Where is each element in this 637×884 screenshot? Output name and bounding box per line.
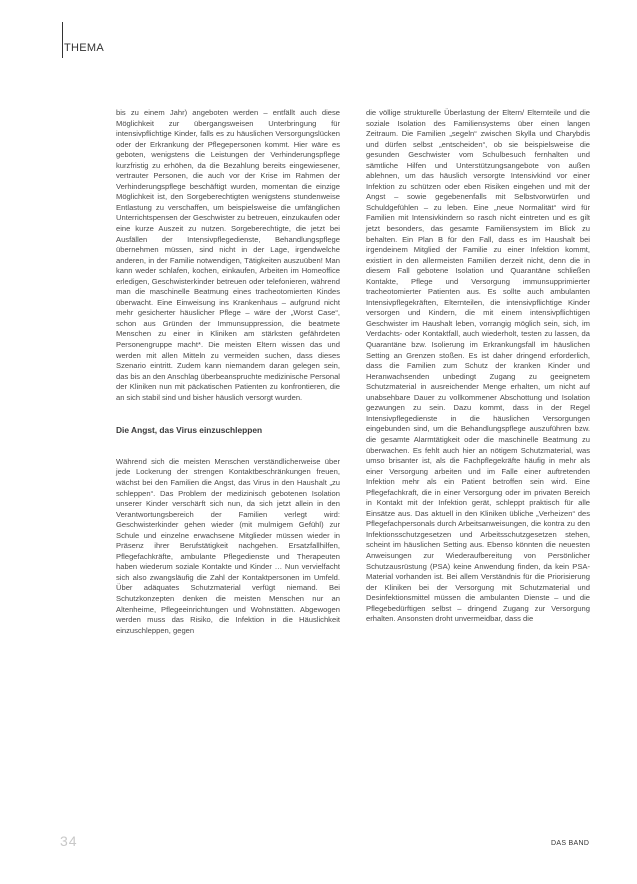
publication-name: DAS BAND [551,840,590,847]
subheading: Die Angst, das Virus einzuschleppen [116,425,263,436]
header-rule [62,22,63,58]
right-paragraph-1: die völlige strukturelle Überlastung der Eltern/ Elternteile und die soziale Isolation des Familiensystems über einen langen Zeitraum. Die Familien „segeln“ zwischen Skylla und Charybdis und dürfen selbst „entscheiden“, ob sie beispielsweise die gesunden Geschwister vom Schulbesuch fernhalten und sämtliche Hilfen und Unterstützungsangebote von außen ablehnen, um das häuslich versorgte Intensivkind vor einer Infektion zu schützen oder eben Risiken eingehen und mit der Angst – sowie gegebenenfalls mit Selbstvorwürfen und Schuldgefühlen – zu leben. Eine „neue Normalität“ wird für Familien mit Intensivkindern so rasch nicht eintreten und es gilt jetzt besonders, das gesamte Familiensystem im Blick zu behalten. Ein Plan B für den Fall, dass es im Haushalt bei irgendeinem Mitglied der Familie zu einer Infektion kommt, existiert in den allermeisten Familien derzeit nicht, denn die in diesem Fall gebotene Isolation und Quarantäne schließen Kontakte, Pflege und Versorgung immunsupprimierter tracheotomierter Patienten aus. Es sollte auch ambulanten Intensivpflegekräften, Elternteilen, die intensivpflichtige Kinder versorgen und Kindern, die mit einem intensivpflichtigen Geschwister im Haushalt leben, vorrangig möglich sein, sich, im Verdachts- oder Kontaktfall, auch wiederholt, testen zu lassen, da Quarantäne bzw. Isolierung im Erkrankungsfall im häuslichen Setting an Grenzen stoßen. Es ist daher dringend erforderlich, dass die Familien zum Schutz der kranken Kinder und Heranwachsenden unbedingt Zugang zu geeignetem Schutzmaterial in ausreichender Menge erhalten, um nicht auf unabsehbare Dauer zu vollkommener Abschottung und Isolation gezwungen zu sein. Dazu kommt, dass in der Regel Intensivpflegedienste in die häuslichen Versorgungen eingebunden sind, um die Behandlungspflege auszuführen bzw. die gesamte Alarmtätigkeit oder die maschinelle Beatmung zu überwachen. Es fehlt auch hier an nötigem Schutzmaterial, was umso brisanter ist, als die Fachpflegekräfte häufig in mehr als einer Versorgung arbeiten und im Falle einer auftretenden Infektion mehr als ein Patient betroffen sein wird. Eine Pflegefachkraft, die in einer Versorgung oder im privaten Bereich in Kontakt mit der Infektion gerät, schleppt praktisch für alle Einsätze aus. Das aktuell in den Kliniken übliche „Verheizen“ des Pflegefachpersonals durch Arbeitsanweisungen, die kontra zu den Infektionsschutzgesetzen und Arbeitsschutzgesetzen stehen, scheint im häuslichen Setting aus. Ebenso könnten die neuesten Anweisungen zur Wiederaufbereitung von Persönlicher Schutzausrüstung (PSA) keine Anwendung finden, da kein PSA-Material vorhanden ist. Bei allem Verständnis für die Priorisierung der Kliniken bei der Versorgung mit Schutzmaterial und Desinfektionsmittel müssen die ambulanten Dienste – und die Pflegebedürftigen selbst – dringend Zugang zur Versorgung erhalten. Ansonsten droht unvermeidbar, dass die [366,108,590,624]
left-paragraph-1: bis zu einem Jahr) angeboten werden – entfällt auch diese Möglichkeit zur übergangsweisen Unterbringung für intensivpflichtige Kinder, falls es zu häuslichen Versorgungslücken oder der Erkrankung der Pflegepersonen kommt. Hier wäre es geboten, wenigstens die Leistungen der Verhinderungspflege kurzfristig zu erhöhen, da die Bezahlung bereits eingewiesener, vertrauter Personen, die auch vor der Krise im Rahmen der Verhinderungspflege beschäftigt wurden, momentan die einzige Möglichkeit ist, den Sorgeberechtigten wenigstens stundenweise Entlastung zu verschaffen, um beispielsweise die umfänglichen Unterrichtspensen der Geschwister zu betreuen, einzukaufen oder eine kurze Auszeit zu nutzen. Sorgeberechtigte, die jetzt bei Ausfällen der Intensivpflegedienste, Behandlungspflege übernehmen müssen, sind nicht in der Lage, irgendwelche anderen, in der Familie notwendigen, Tätigkeiten auszuüben! Man kann weder schlafen, kochen, einkaufen, Arbeiten im Homeoffice erledigen, Geschwisterkinder betreuen oder telefonieren, während man die maschinelle Beatmung eines tracheotomierten Kindes überwacht. Eine Einweisung ins Krankenhaus – aufgrund nicht mehr gesicherter häuslicher Pflege – wäre der „Worst Case“, schon aus Gründen der Immunsuppression, die beatmete Menschen zu einer in Kliniken am stärksten gefährdeten Personengruppe macht*. Die meisten Eltern wissen das und werden mit allen Mitteln zu vermeiden suchen, dass dieses Szenario eintritt. Zudem kann niemandem daran gelegen sein, das bis an den Anschlag überbeanspruchte medizinische Personal der Kliniken nun mit päckatischen Patienten zu konfrontieren, die an sich stabil sind und bisher häuslich versorgt wurden. [116,108,340,402]
right-column [366,108,590,625]
left-column [116,108,340,636]
section-label: THEMA [64,42,104,54]
left-paragraph-2: Während sich die meisten Menschen verständlicherweise über jede Lockerung der strengen Kontaktbeschränkungen freuen, wächst bei den Familien die Angst, das Virus in den Haushalt „zu schleppen“. Das Problem der medizinisch gebotenen Isolation unserer Kinder verschärft sich nun, da sich jetzt allein in den Verantwortungsbereich der Familien verlegt wird: Geschwisterkinder gehen wieder (mit mulmigem Gefühl) zur Schule und einzelne erwachsene Mitglieder müssen wieder in Präsenz ihrer Berufstätigkeit nachgehen. Ersatzfallhilfen, Pflegefachkräfte, ambulante Pflegedienste und Therapeuten haben wiederum soziale Kontakte und Kinder … Nun vervielfacht sich also zwangsläufig die Zahl der Kontaktpersonen im Umfeld. Über adäquates Schutzmaterial verfügt niemand. Bei Schutzkonzepten denken die meisten Menschen nur an Altenheime, Pflegeeinrichtungen und Wohnstätten. Abgewogen werden muss das Risiko, die Infektion in die Häuslichkeit einzuschleppen, gegen [116,456,340,635]
page-number: 34 [60,833,78,849]
